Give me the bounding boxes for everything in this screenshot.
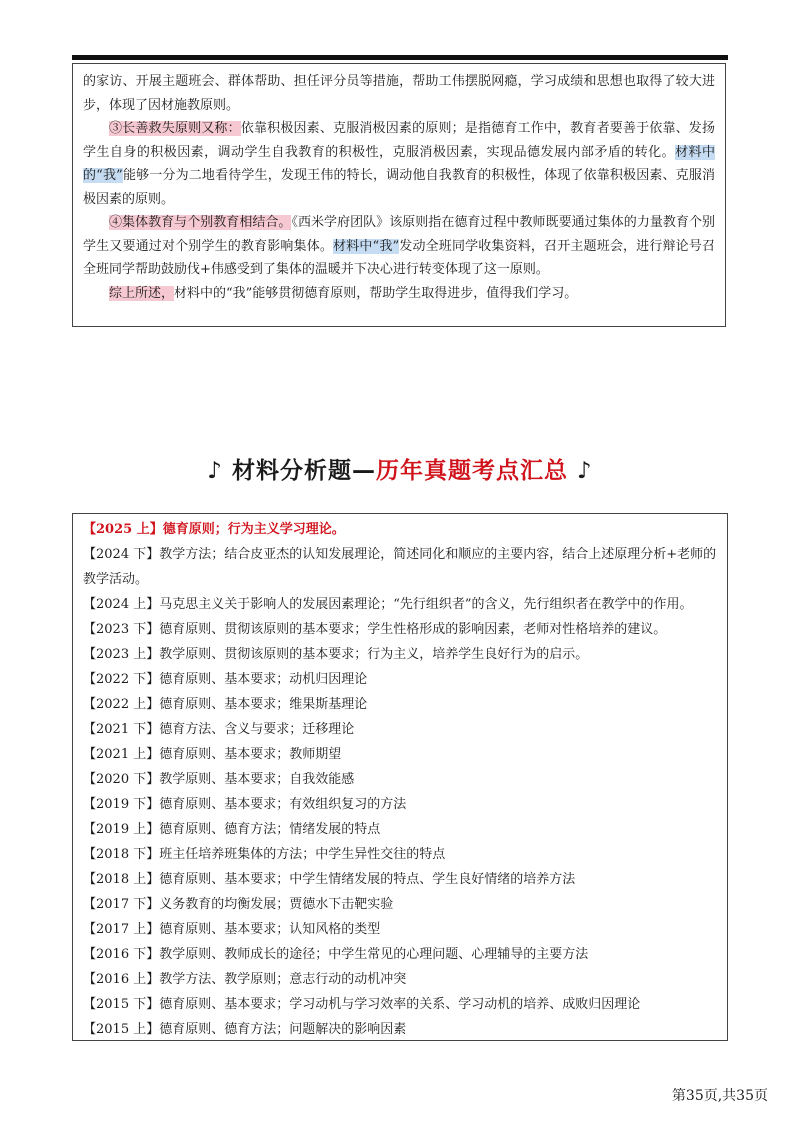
paragraph-2 [83,117,715,211]
top-rule [72,55,728,60]
list-item: 【2015 下】德育原则、基本要求；学习动机与学习效率的关系、学习动机的培养、成败归因理论 [83,997,641,1012]
principle-text-3: 依靠积极因素、克服消极因素的原则；是指德育工作中，教育者要善于依靠、发扬学生自身的积极因素，调动学生自我教育的积极性，克服消极因素，实现品德发展内部矛盾的转化。 [83,121,715,160]
list-item: 【2021 下】德育方法、含义与要求；迁移理论 [83,722,355,737]
answer-box [72,63,726,327]
principle-label-4: ④集体教育与个别教育相结合。 [109,215,292,230]
list-item: 【2022 上】德育原则、基本要求；维果斯基理论 [83,697,368,712]
list-item: 【2023 下】德育原则、贯彻该原则的基本要求；学生性格形成的影响因素，老师对性格培养的建议。 [83,622,667,637]
list-item: 【2019 下】德育原则、基本要求；有效组织复习的方法 [83,797,407,812]
list-item: 【2016 下】教学原则、教师成长的途径；中学生常见的心理问题、心理辅导的主要方法 [83,947,589,962]
page-number: 第35页,共35页 [671,1088,768,1104]
list-item: 【2022 下】德育原则、基本要求；动机归因理论 [83,672,368,687]
list-item: 【2015 上】德育原则、德育方法；问题解决的影响因素 [83,1022,407,1037]
principle-tail-4: 发动全班同学收集资料，召开主题班会，进行辩论号召全班同学帮助鼓励伐+伟感受到了集体的温暖并下决心进行转变体现了这一原则。 [83,238,715,277]
list-item: 【2016 上】教学方法、教学原则；意志行动的动机冲突 [83,972,407,987]
list-item: 【2023 上】教学原则、贯彻该原则的基本要求；行为主义，培养学生良好行为的启示。 [83,647,589,662]
section-title [0,452,800,485]
principle-tail-3: 能够一分为二地看待学生，发现王伟的特长，调动他自我教育的积极性，体现了依靠积极因素、克服消极因素的原则。 [83,168,715,207]
material-highlight-4: 材料中“我” [333,238,400,254]
paragraph-4 [83,282,715,306]
list-item: 【2019 上】德育原则、德育方法；情绪发展的特点 [83,822,381,837]
list-item: 【2021 上】德育原则、基本要求；教师期望 [83,747,342,762]
material-highlight-3: 材料中的“我” [83,144,715,183]
list-item: 【2017 上】德育原则、基本要求；认知风格的类型 [83,922,381,937]
paragraph-3 [83,211,715,282]
list-item: 【2020 下】教学原则、基本要求；自我效能感 [83,772,355,787]
principle-text-4: 《西米学府团队》该原则指在德育过程中教师既要通过集体的力量教育个别学生又要通过对个别学生的教育影响集体。 [83,215,715,254]
music-note-icon: ♪ [207,458,223,484]
list-item: 【2018 下】班主任培养班集体的方法；中学生异性交往的特点 [83,847,446,862]
list-item: 【2025 上】德育原则；行为主义学习理论。 [83,522,345,537]
title-red: 历年真题考点汇总 [376,458,568,484]
summary-label: 综上所述， [109,285,175,301]
list-item: 【2018 上】德育原则、基本要求；中学生情绪发展的特点、学生良好情绪的培养方法 [83,872,576,887]
list-item: 【2024 上】马克思主义关于影响人的发展因素理论；“先行组织者”的含义，先行组织者在教学中的作用。 [83,597,693,612]
list-item: 【2017 下】义务教育的均衡发展；贾德水下击靶实验 [83,897,394,912]
principle-label-3: ③长善救失原则又称： [109,121,241,136]
paragraph-1: 的家访、开展主题班会、群体帮助、担任评分员等措施，帮助工伟摆脱网瘾，学习成绩和思想也取得了较大进步，体现了因材施教原则。 [83,74,715,113]
exam-points-box [72,513,728,1041]
title-black: 材料分析题— [232,458,376,484]
summary-text: 材料中的“我”能够贯彻德育原则，帮助学生取得进步，值得我们学习。 [174,285,578,301]
list-item: 【2024 下】教学方法；结合皮亚杰的认知发展理论，简述同化和顺应的主要内容，结合上述原理分析+老师的教学活动。 [83,547,717,587]
music-note-icon: ♪ [577,458,593,484]
